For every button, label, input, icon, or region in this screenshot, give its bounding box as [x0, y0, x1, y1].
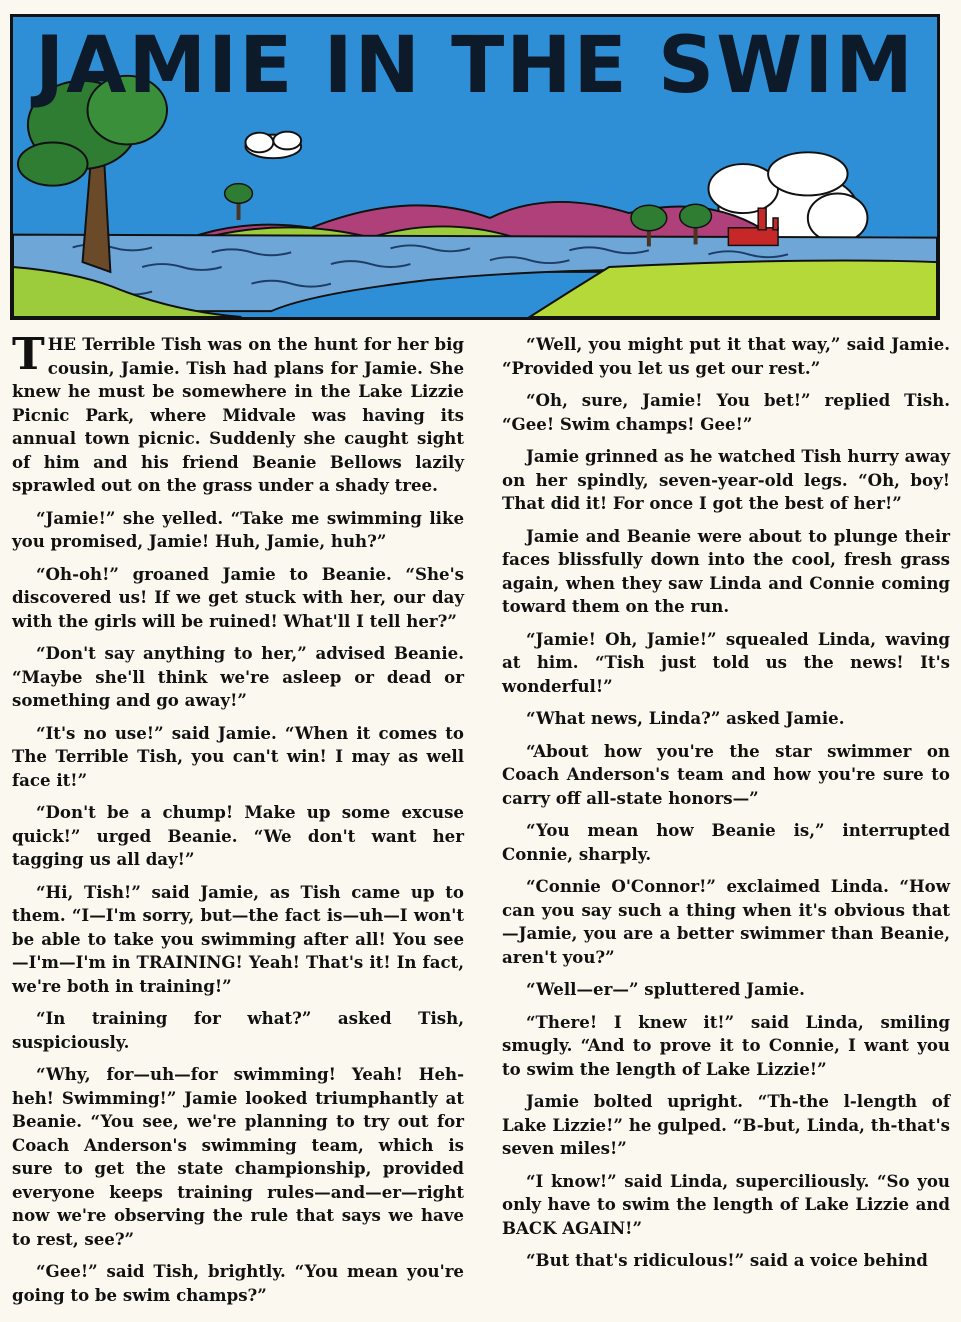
story-paragraph: “Gee!” said Tish, brightly. “You mean you're going to be swim champs?”: [12, 1261, 464, 1305]
story-paragraph: “Well—er—” spluttered Jamie.: [526, 979, 805, 999]
story-paragraph: “You mean how Beanie is,” interrupted Connie, sharply.: [502, 820, 950, 864]
story-title: JAMIE IN THE SWIM: [35, 21, 915, 111]
story-paragraph: “Don't be a chump! Make up some excuse quick!” urged Beanie. “We don't want her tagging us all day!”: [12, 802, 464, 869]
title-panel: [10, 14, 940, 320]
story-paragraph: “Oh, sure, Jamie! You bet!” replied Tish. “Gee! Swim champs! Gee!”: [502, 390, 950, 434]
story-paragraph-text: HE Terrible Tish was on the hunt for her big cousin, Jamie. Tish had plans for Jamie. She knew he must be somewhere in the Lake Lizzie Picnic Park, where Midvale was having its annual town picnic. Suddenly she caught sight of him and his friend Beanie Bellows lazily sprawled out on the grass under a shady tree.: [12, 334, 464, 495]
story-paragraph: “Well, you might put it that way,” said Jamie. “Provided you let us get our rest.”: [502, 334, 950, 378]
story-paragraph: “Oh-oh!” groaned Jamie to Beanie. “She's discovered us! If we get stuck with her, our day with the girls will be ruined! What'll I tell her?”: [12, 563, 464, 631]
story-paragraph: “Don't say anything to her,” advised Beanie. “Maybe she'll think we're asleep or dead or something and go away!”: [12, 643, 464, 710]
story-paragraph: “What news, Linda?” asked Jamie.: [526, 708, 845, 728]
story-paragraph: Jamie bolted upright. “Th-the l-length of Lake Lizzie!” he gulped. “B-but, Linda, th-that's seven miles!”: [502, 1091, 950, 1158]
left-column: [12, 329, 464, 1316]
drop-cap: T: [12, 329, 45, 380]
story-paragraph: Jamie grinned as he watched Tish hurry away on her spindly, seven-year-old legs. “Oh, boy! That did it! For once I got the best of her!”: [502, 446, 950, 513]
story-paragraph: Jamie and Beanie were about to plunge their faces blissfully down into the cool, fresh grass again, when they saw Linda and Connie coming toward them on the run.: [502, 525, 950, 616]
story-paragraph: “About how you're the star swimmer on Coach Anderson's team and how you're sure to carry off all-state honors—”: [502, 740, 950, 808]
right-column: [502, 333, 950, 1282]
story-paragraph: “But that's ridiculous!” said a voice behind: [526, 1250, 928, 1270]
story-paragraph: “Hi, Tish!” said Jamie, as Tish came up to them. “I—I'm sorry, but—the fact is—uh—I won't be able to take you swimming after all! You see—I'm—I'm in TRAINING! Yeah! That's it! In fact, we're both in training!”: [12, 881, 464, 996]
story-paragraph: “In training for what?” asked Tish, suspiciously.: [12, 1008, 464, 1052]
story-paragraph: “Jamie! Oh, Jamie!” squealed Linda, waving at him. “Tish just told us the news! It's wonderful!”: [502, 628, 950, 696]
story-paragraph: “There! I knew it!” said Linda, smiling smugly. “And to prove it to Connie, I want you to swim the length of Lake Lizzie!”: [502, 1011, 950, 1079]
story-paragraph: [12, 329, 464, 498]
cloud-small: [245, 132, 301, 158]
story-paragraph: “Why, for—uh—for swimming! Yeah! Heh-heh! Swimming!” Jamie looked triumphantly at Beanie. “You see, we're planning to try out for Coach Anderson's swimming team, which is sure to get the state championship, provided everyone keeps training rules—and—er—right now we're observing the rule that says we have to rest, see?”: [12, 1064, 464, 1249]
story-paragraph: “I know!” said Linda, superciliously. “So you only have to swim the length of Lake Lizzie and BACK AGAIN!”: [502, 1170, 950, 1238]
story-paragraph: “It's no use!” said Jamie. “When it comes to The Terrible Tish, you can't win! I may as well face it!”: [12, 722, 464, 790]
story-paragraph: “Connie O'Connor!” exclaimed Linda. “How can you say such a thing when it's obvious that—Jamie, you are a better swimmer than Beanie, aren't you?”: [502, 876, 950, 967]
story-paragraph: “Jamie!” she yelled. “Take me swimming like you promised, Jamie! Huh, Jamie, huh?”: [12, 507, 464, 551]
